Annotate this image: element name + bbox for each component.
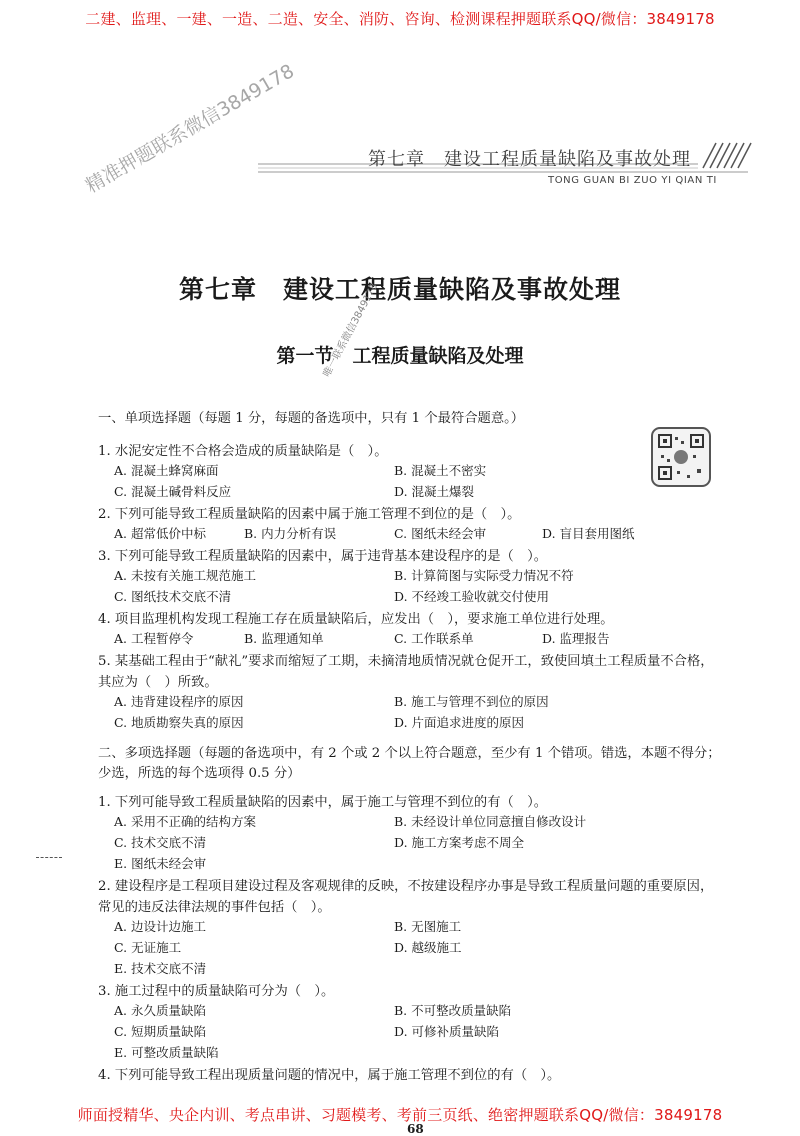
watermark: 精准押题联系微信3849178 [82,60,298,198]
question-stem: 2. 建设程序是工程项目建设过程及客观规律的反映，不按建设程序办事是导致工程质量问题的重要原因， [98,879,714,894]
option: B. 内力分析有误 [244,526,337,541]
question-stem: 2. 下列可能导致工程质量缺陷的因素中属于施工管理不到位的是（ ）。 [98,507,521,522]
multiple-choice-heading: 二、多项选择题（每题的备选项中，有 2 个或 2 个以上符合题意，至少有 1 个错项。错选，本题不得分； [98,746,721,761]
question-stem: 1. 下列可能导致工程质量缺陷的因素中，属于施工与管理不到位的有（ ）。 [98,795,548,810]
option: B. 无图施工 [394,919,462,934]
watermark-small: 唯一联系微信3849178 [321,281,381,380]
option: B. 计算简图与实际受力情况不符 [394,568,574,583]
option: D. 越级施工 [394,940,462,955]
option: B. 不可整改质量缺陷 [394,1003,512,1018]
section-title: 第一节 工程质量缺陷及处理 [276,345,524,367]
option: D. 混凝土爆裂 [394,484,475,499]
page-number: 68 [407,1122,424,1136]
option: A. 边设计边施工 [114,919,206,934]
option: C. 图纸技术交底不清 [114,589,232,604]
option: C. 地质勘察失真的原因 [114,715,244,730]
margin-dash [36,857,62,858]
question-stem: 3. 施工过程中的质量缺陷可分为（ ）。 [98,984,335,999]
option: A. 混凝土蜂窝麻面 [114,463,219,478]
running-header-subtitle: TONG GUAN BI ZUO YI QIAN TI [548,175,717,186]
option: D. 监理报告 [542,631,610,646]
option: C. 短期质量缺陷 [114,1024,207,1039]
option: E. 技术交底不清 [114,961,207,976]
question-stem-continued: 其应为（ ）所致。 [98,675,218,690]
option: B. 施工与管理不到位的原因 [394,694,549,709]
option: A. 未按有关施工规范施工 [114,568,256,583]
option: C. 工作联系单 [394,631,474,646]
qr-code-icon [651,427,711,487]
question-stem: 4. 项目监理机构发现工程施工存在质量缺陷后，应发出（ ），要求施工单位进行处理。 [98,612,614,627]
option: D. 片面追求进度的原因 [394,715,525,730]
chapter-title: 第七章 建设工程质量缺陷及事故处理 [178,275,621,304]
multiple-choice-heading-continued: 少选，所选的每个选项得 0.5 分） [98,766,301,781]
question-stem: 3. 下列可能导致工程质量缺陷的因素中，属于违背基本建设程序的是（ ）。 [98,549,548,564]
option: D. 不经竣工验收就交付使用 [394,589,550,604]
option: B. 未经设计单位同意擅自修改设计 [394,814,587,829]
option: E. 可整改质量缺陷 [114,1045,219,1060]
option: A. 工程暂停令 [114,631,194,646]
question-stem: 5. 某基础工程由于“献礼”要求而缩短了工期，未摘清地质情况就仓促开工，致使回填土工程质量不合格， [98,654,714,669]
option: B. 监理通知单 [244,631,324,646]
option: B. 混凝土不密实 [394,463,487,478]
option: D. 可修补质量缺陷 [394,1024,500,1039]
promo-banner-top: 二建、监理、一建、一造、二造、安全、消防、咨询、检测课程押题联系QQ/微信：3849178 [85,10,715,28]
running-header [258,138,758,190]
option: A. 采用不正确的结构方案 [114,814,256,829]
promo-banner-bottom: 师面授精华、央企内训、考点串讲、习题模考、考前三页纸、绝密押题联系QQ/微信：3849178 [77,1106,723,1124]
option: D. 施工方案考虑不周全 [394,835,525,850]
question-stem-continued: 常见的违反法律法规的事件包括（ ）。 [98,900,331,915]
question-stem: 1. 水泥安定性不合格会造成的质量缺陷是（ ）。 [98,444,388,459]
single-choice-heading: 一、单项选择题（每题 1 分，每题的备选项中，只有 1 个最符合题意。） [98,411,525,426]
option: C. 混凝土碱骨料反应 [114,484,232,499]
option: A. 超常低价中标 [114,526,206,541]
option: C. 图纸未经会审 [394,526,487,541]
option: C. 无证施工 [114,940,182,955]
option: C. 技术交底不清 [114,835,207,850]
option: E. 图纸未经会审 [114,856,207,871]
option: D. 盲目套用图纸 [542,526,635,541]
question-stem: 4. 下列可能导致工程出现质量问题的情况中，属于施工管理不到位的有（ ）。 [98,1068,561,1083]
option: A. 违背建设程序的原因 [114,694,244,709]
running-header-title: 第七章 建设工程质量缺陷及事故处理 [368,149,691,170]
option: A. 永久质量缺陷 [114,1003,206,1018]
